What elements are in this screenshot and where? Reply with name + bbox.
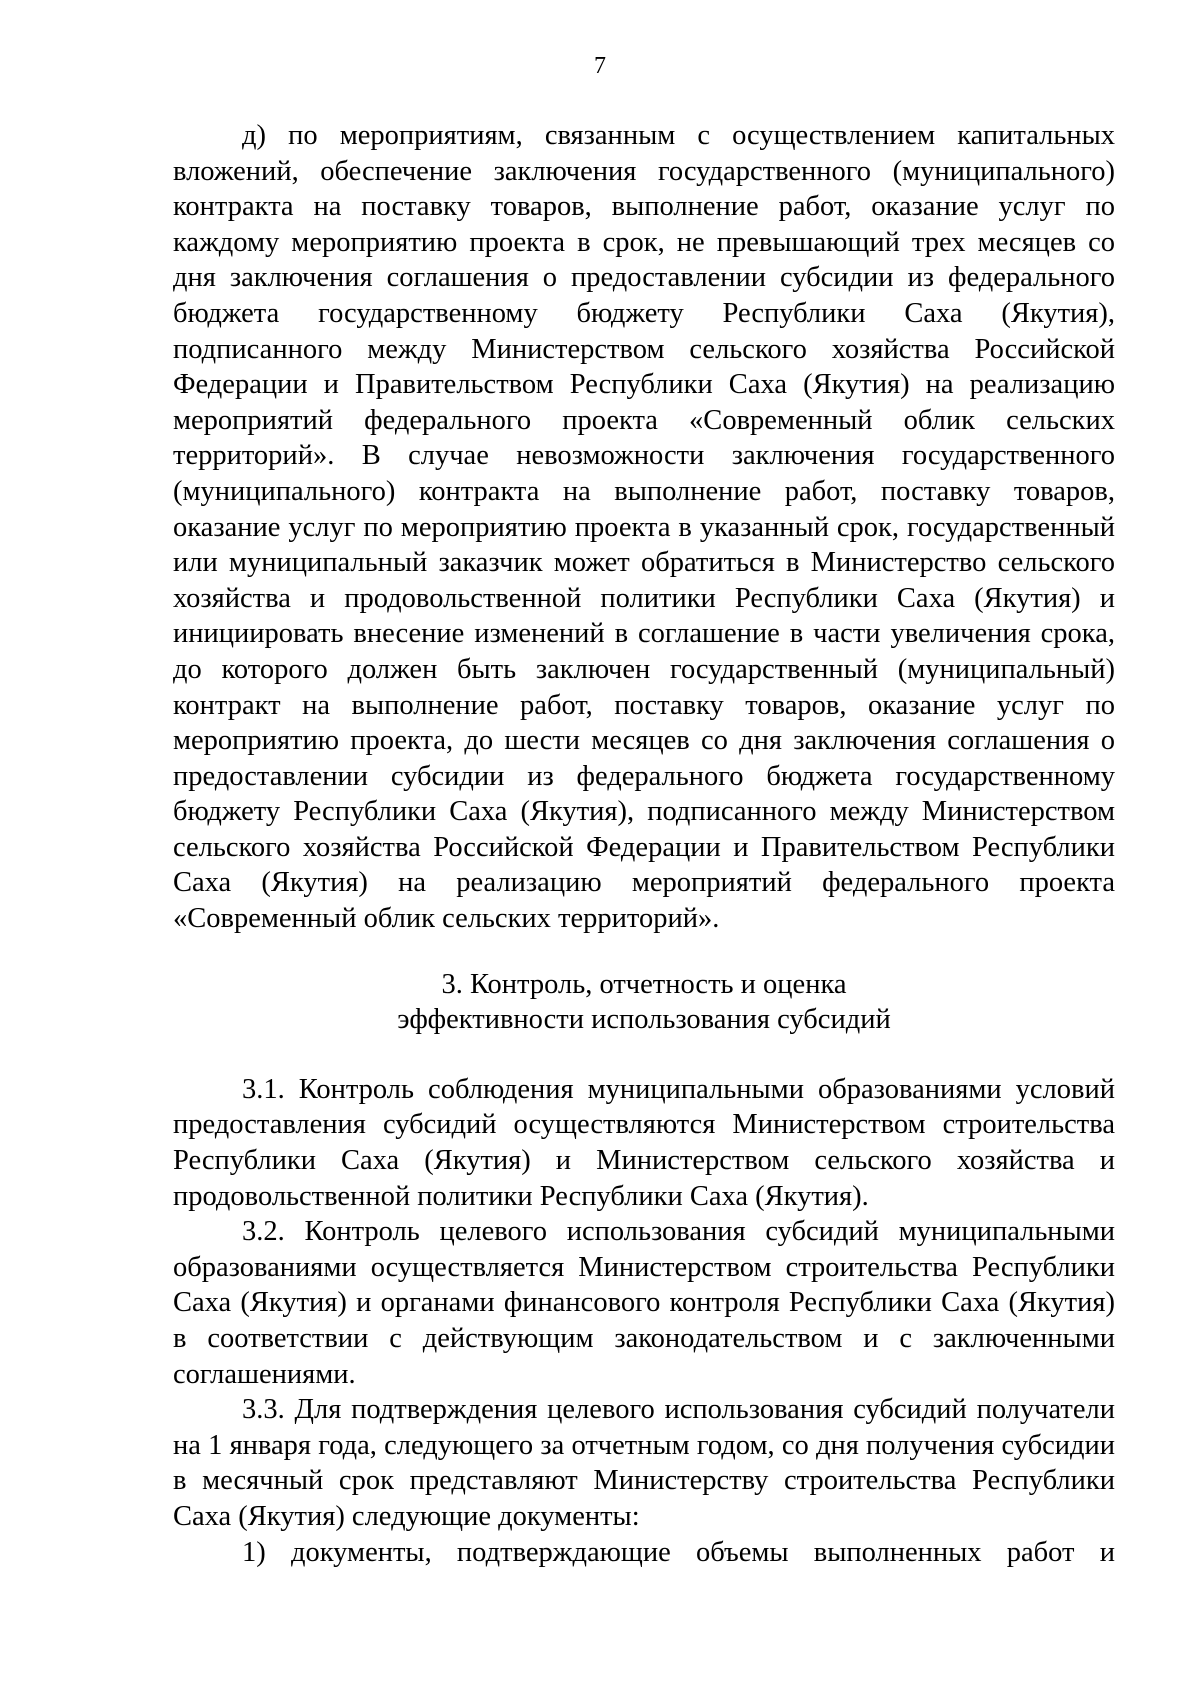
page-number: 7	[594, 53, 606, 79]
document-body	[173, 118, 1115, 1570]
paragraph-3-1: 3.1. Контроль соблюдения муниципальными образованиями условий предоставления субсидий осуществляются Министерством строительства Республики Саха (Якутия) и Министерством сельского хозяйства и продовольственной политики Республики Саха (Якутия).	[173, 1073, 1115, 1212]
paragraph-3-2: 3.2. Контроль целевого использования субсидий муниципальными образованиями осуществляется Министерством строительства Республики Саха (Якутия) и органами финансового контроля Республики Саха (Якутия) в соответствии с действующим законодательством и с заключенными соглашениями.	[173, 1216, 1115, 1390]
list-item-1: 1) документы, подтверждающие объемы выполненных работ и	[242, 1536, 1115, 1568]
section-heading-line-1: 3. Контроль, отчетность и оценка	[441, 968, 847, 1000]
section-heading-line-2: эффективности использования субсидий	[397, 1004, 891, 1036]
section-heading	[173, 967, 1115, 1038]
paragraph-3-3: 3.3. Для подтверждения целевого использования субсидий получатели на 1 января года, следующего за отчетным годом, со дня получения субсидии в месячный срок представляют Министерству строительства Республики Саха (Якутия) следующие документы:	[173, 1394, 1115, 1532]
paragraph-d: д) по мероприятиям, связанным с осуществлением капитальных вложений, обеспечение заключения государственного (муниципального) контракта на поставку товаров, выполнение работ, оказание услуг по каждому мероприятию проекта в срок, не превышающий трех месяцев со дня заключения соглашения о предоставлении субсидии из федерального бюджета государственному бюджету Республики Саха (Якутия), подписанного между Министерством сельского хозяйства Российской Федерации и Правительством Республики Саха (Якутия) на реализацию мероприятий федерального проекта «Современный облик сельских территорий». В случае невозможности заключения государственного (муниципального) контракта на выполнение работ, поставку товаров, оказание услуг по мероприятию проекта в указанный срок, государственный или муниципальный заказчик может обратиться в Министерство сельского хозяйства и продовольственной политики Республики Саха (Якутия) и инициировать внесение изменений в соглашение в части увеличения срока, до которого должен быть заключен государственный (муниципальный) контракт на выполнение работ, поставку товаров, оказание услуг по мероприятию проекта, до шести месяцев со дня заключения соглашения о предоставлении субсидии из федерального бюджета государственному бюджету Республики Саха (Якутия), подписанного между Министерством сельского хозяйства Российской Федерации и Правительством Республики Саха (Якутия) на реализацию мероприятий федерального проекта «Современный облик сельских территорий».	[173, 120, 1115, 935]
